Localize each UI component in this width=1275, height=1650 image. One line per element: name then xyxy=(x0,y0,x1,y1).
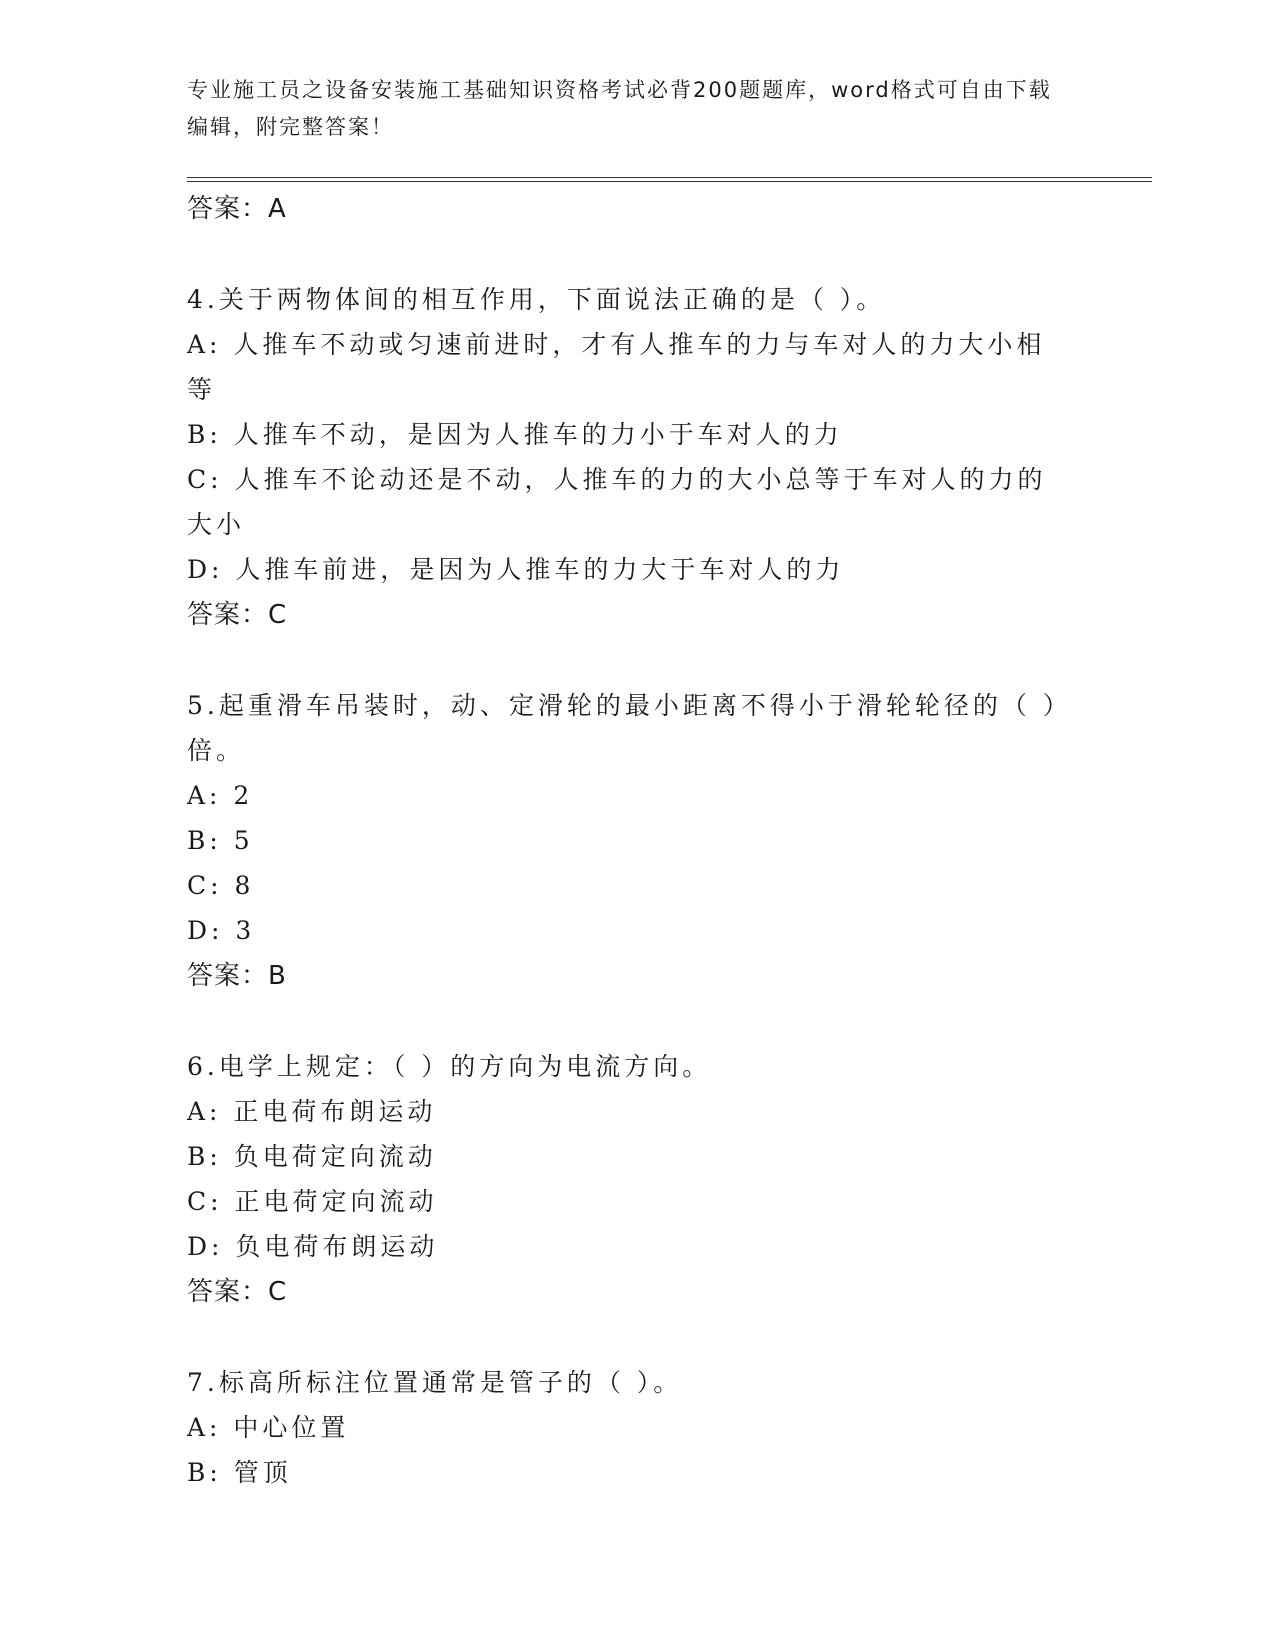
option-a: A: 正电荷布朗运动 xyxy=(187,1097,437,1126)
document-body xyxy=(187,186,1087,1495)
question-text: 6.电学上规定：（ ）的方向为电流方向。 xyxy=(187,1052,712,1081)
answer-line: 答案：A xyxy=(187,194,287,224)
option-d: D: 人推车前进，是因为人推车的力大于车对人的力 xyxy=(187,555,845,584)
option-a: A: 中心位置 xyxy=(187,1413,350,1442)
question-text: 5.起重滑车吊装时，动、定滑轮的最小距离不得小于滑轮轮径的（ ）倍。 xyxy=(187,691,1060,765)
option-b: B: 管顶 xyxy=(187,1458,292,1487)
option-c: C: 8 xyxy=(187,871,255,900)
question-block xyxy=(187,683,1087,999)
question-block xyxy=(187,277,1087,638)
question-text: 7.标高所标注位置通常是管子的（ ）。 xyxy=(187,1368,683,1397)
question-text: 4.关于两物体间的相互作用，下面说法正确的是（ ）。 xyxy=(187,285,886,314)
header-divider xyxy=(187,177,1152,182)
question-block xyxy=(187,1044,1087,1315)
option-b: B: 负电荷定向流动 xyxy=(187,1142,437,1171)
option-c: C: 人推车不论动还是不动，人推车的力的大小总等于车对人的力的大小 xyxy=(187,465,1047,539)
option-d: D: 3 xyxy=(187,916,256,945)
option-d: D: 负电荷布朗运动 xyxy=(187,1232,439,1261)
option-b: B: 人推车不动，是因为人推车的力小于车对人的力 xyxy=(187,420,843,449)
option-a: A: 人推车不动或匀速前进时，才有人推车的力与车对人的力大小相等 xyxy=(187,330,1046,404)
option-c: C: 正电荷定向流动 xyxy=(187,1187,438,1216)
option-a: A: 2 xyxy=(187,781,254,810)
answer-line: 答案：C xyxy=(187,1277,288,1307)
document-header: 专业施工员之设备安装施工基础知识资格考试必背200题题库，word格式可自由下载编辑，附完整答案！ xyxy=(187,78,1052,139)
answer-line: 答案：C xyxy=(187,600,288,630)
answer-line: 答案：B xyxy=(187,961,287,991)
question-block xyxy=(187,1360,1087,1495)
option-b: B: 5 xyxy=(187,826,254,855)
